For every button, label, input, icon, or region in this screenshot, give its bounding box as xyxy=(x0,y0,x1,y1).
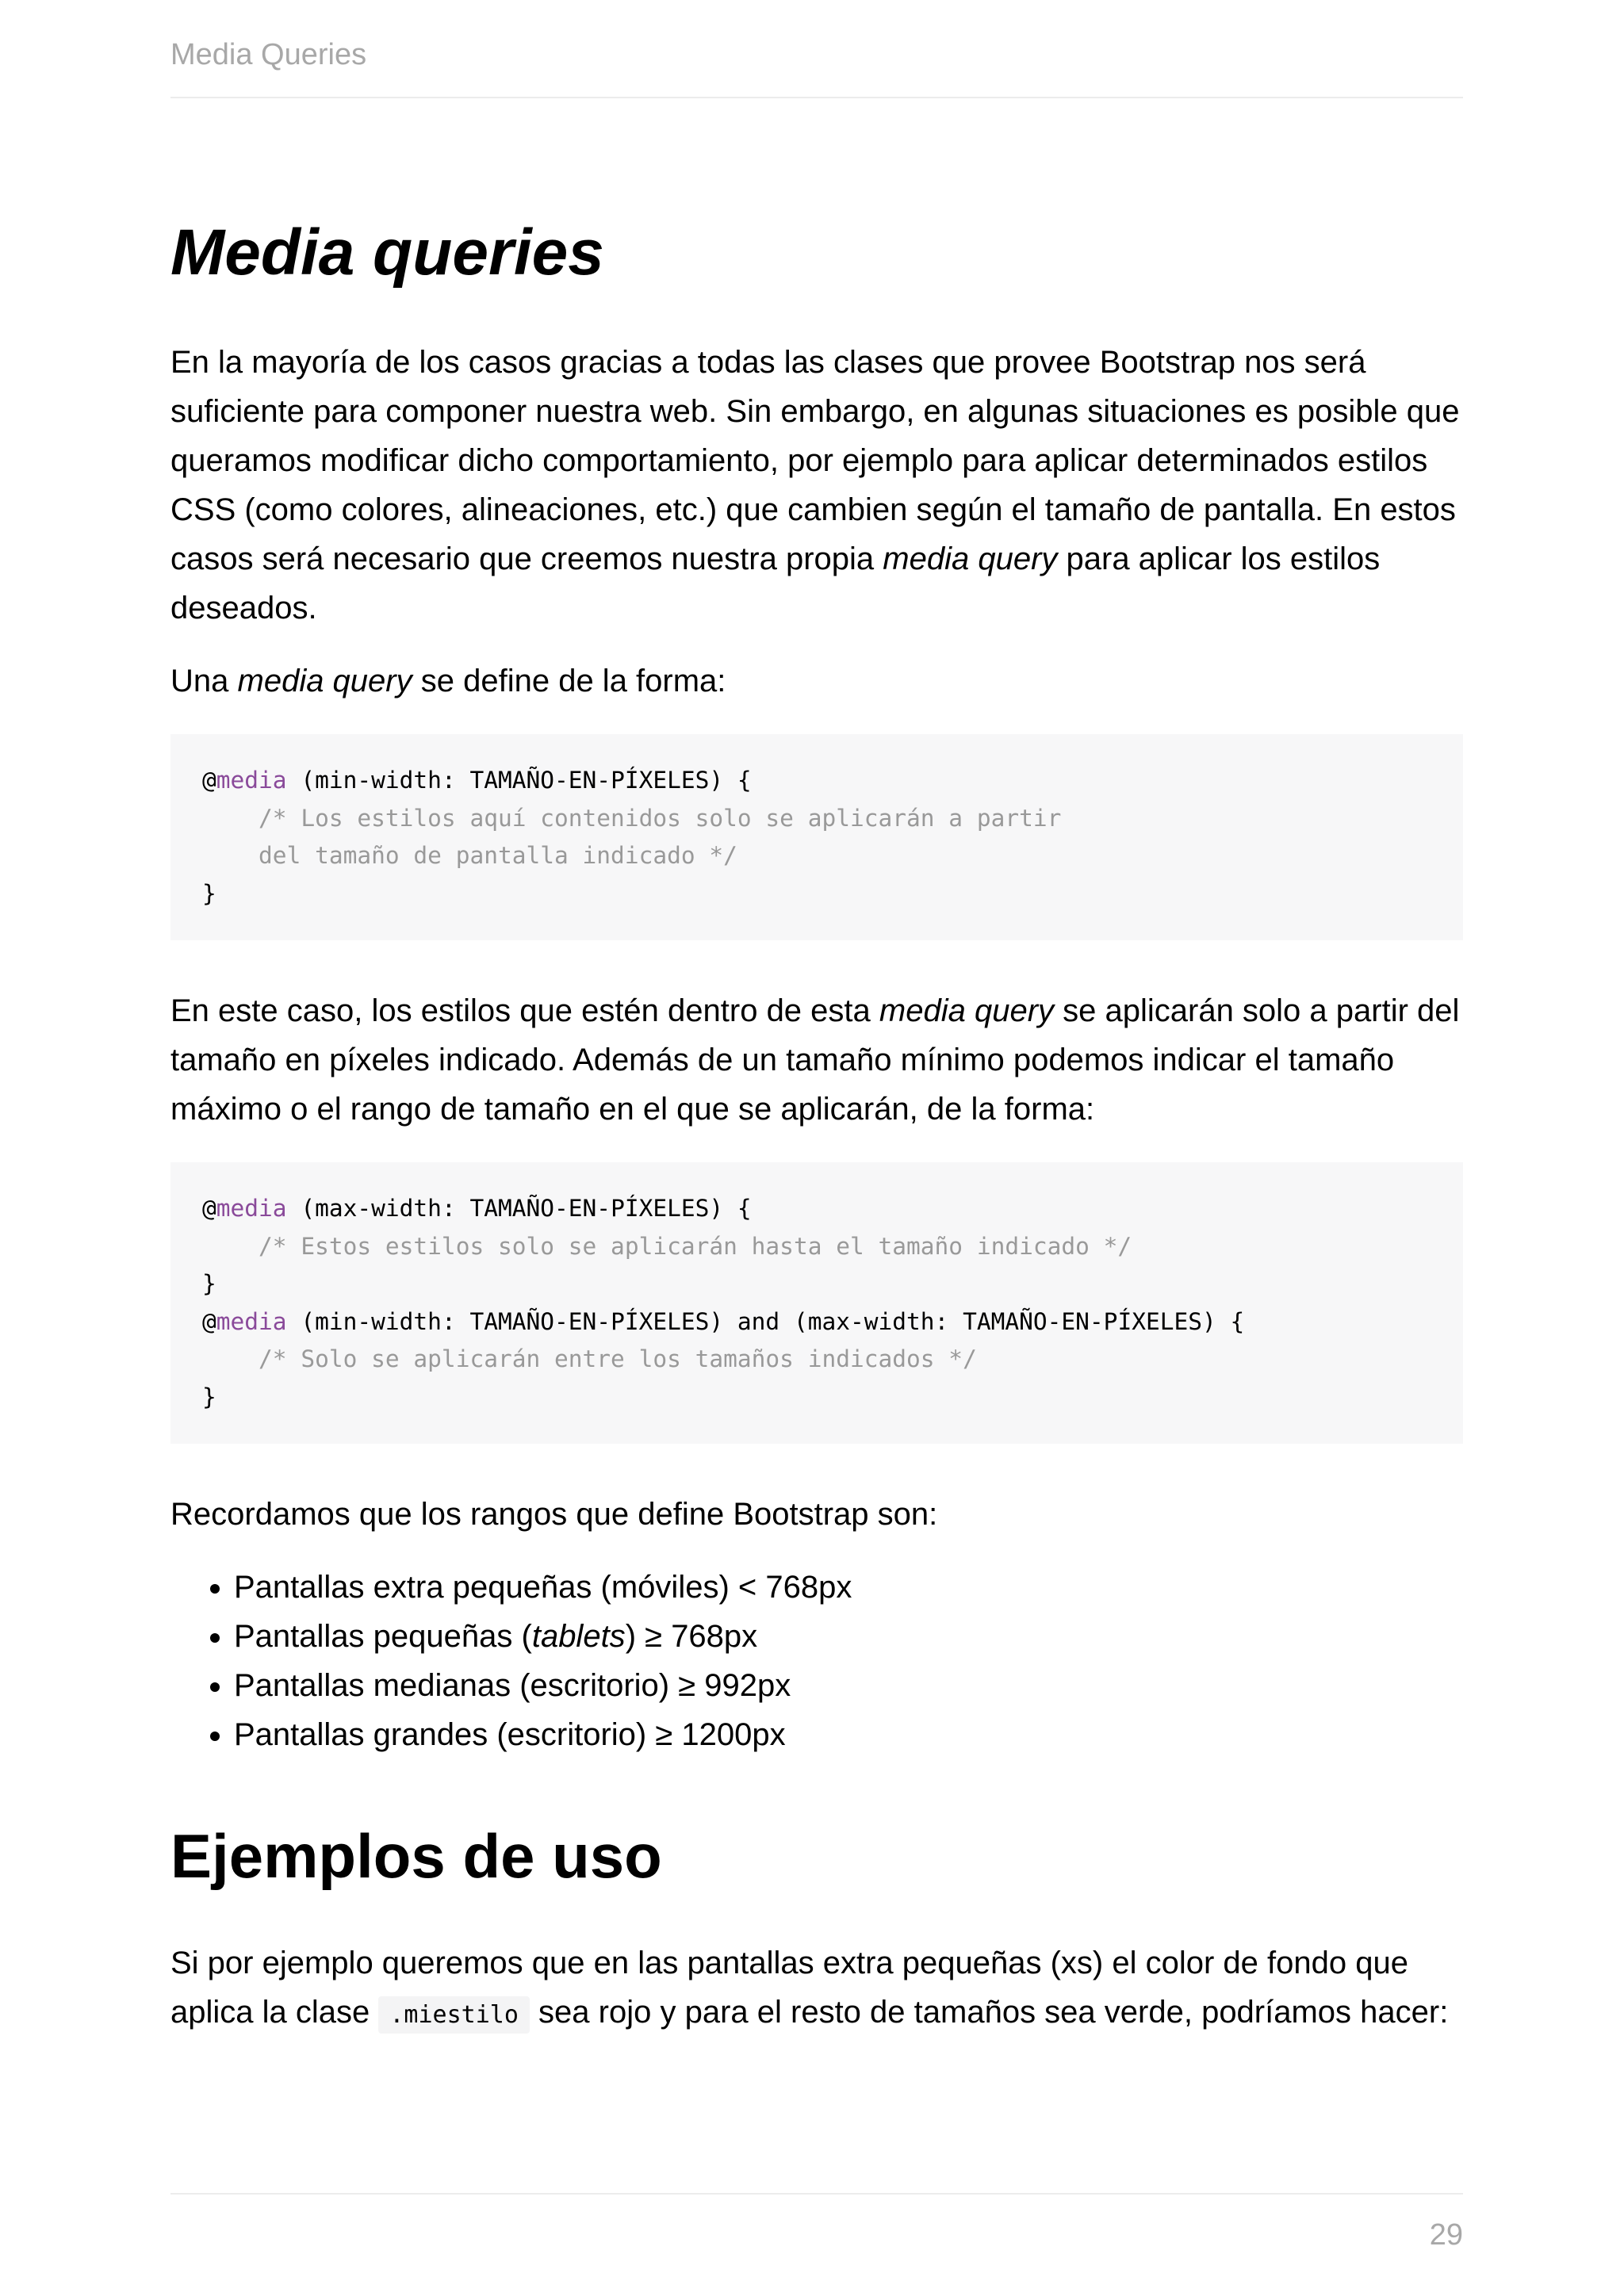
emphasis: media query xyxy=(879,993,1055,1029)
code-keyword: media xyxy=(216,767,287,794)
code-line: } xyxy=(202,1270,216,1298)
page-number: 29 xyxy=(1429,2218,1463,2252)
footer-divider xyxy=(170,2193,1463,2195)
code-at: @ xyxy=(202,767,216,794)
text-run: Una xyxy=(170,664,238,699)
inline-code: .miestilo xyxy=(378,1996,530,2034)
text-run: En este caso, los estilos que estén dentro de esta xyxy=(170,993,879,1029)
text-run: sea rojo y para el resto de tamaños sea verde, podríamos hacer: xyxy=(529,1994,1449,2030)
code-line: (max-width: TAMAÑO-EN-PÍXELES) { xyxy=(286,1195,752,1223)
text-run: se define de la forma: xyxy=(412,664,726,699)
definition-paragraph xyxy=(170,656,1463,706)
page-content xyxy=(170,214,1463,2064)
code-line: (min-width: TAMAÑO-EN-PÍXELES) { xyxy=(286,767,752,794)
code-line: } xyxy=(202,879,216,907)
code-comment: /* Solo se aplicarán entre los tamaños indicados */ xyxy=(202,1345,977,1373)
code-block-min-width xyxy=(170,734,1463,940)
text-run: para aplicar los estilos deseados. xyxy=(170,541,1381,626)
emphasis: media query xyxy=(883,541,1058,577)
code-keyword: media xyxy=(216,1195,287,1223)
text-run: Pantallas pequeñas ( xyxy=(234,1619,532,1655)
emphasis: media query xyxy=(237,664,412,699)
list-item xyxy=(234,1612,1463,1661)
section-heading-media-queries: Media queries xyxy=(170,216,604,289)
text-run: Si por ejemplo queremos que en las pantallas extra pequeñas (xs) el color de fondo que aplica la clase xyxy=(170,1945,1408,2030)
text-run: En la mayoría de los casos gracias a todas las clases que provee Bootstrap nos será suficiente para componer nuestra web. Sin embargo, en algunas situaciones es posible que queramos modificar dicho comportamiento, por ejemplo para aplicar determinados estilos CSS (como colores, alineaciones, etc.) que cambien según el tamaño de pantalla. En estos casos será necesario que creemos nuestra propia xyxy=(170,345,1460,577)
code-at: @ xyxy=(202,1307,216,1335)
list-item: • Pantallas medianas (escritorio) ≥ 992px xyxy=(234,1661,1463,1710)
code-at: @ xyxy=(202,1195,216,1223)
code-keyword: media xyxy=(216,1307,287,1335)
running-header: Media Queries xyxy=(170,38,367,71)
text-run: ) ≥ 768px xyxy=(625,1619,758,1655)
code-block-max-width-range xyxy=(170,1162,1463,1444)
list-item: • Pantallas extra pequeñas (móviles) < 768px xyxy=(234,1563,1463,1612)
text-run: se aplicarán solo a partir del tamaño en píxeles indicado. Además de un tamaño mínimo podemos indicar el tamaño máximo o el rango de tamaño en el que se aplicarán, de la forma: xyxy=(170,993,1460,1127)
code-comment: del tamaño de pantalla indicado */ xyxy=(202,842,737,870)
code-line: } xyxy=(202,1383,216,1410)
explanation-paragraph xyxy=(170,986,1463,1134)
code-comment: /* Estos estilos solo se aplicarán hasta el tamaño indicado */ xyxy=(202,1232,1132,1260)
example-paragraph xyxy=(170,1938,1463,2040)
bootstrap-ranges-list xyxy=(170,1563,1463,1759)
code-comment: /* Los estilos aquí contenidos solo se aplicarán a partir xyxy=(202,804,1062,832)
code-line: (min-width: TAMAÑO-EN-PÍXELES) and (max-width: TAMAÑO-EN-PÍXELES) { xyxy=(286,1307,1245,1335)
intro-paragraph xyxy=(170,338,1463,633)
list-item: • Pantallas grandes (escritorio) ≥ 1200px xyxy=(234,1710,1463,1759)
emphasis: tablets xyxy=(531,1619,626,1655)
section-heading-ejemplos-de-uso: Ejemplos de uso xyxy=(170,1821,662,1892)
ranges-intro-paragraph: Recordamos que los rangos que define Bootstrap son: xyxy=(170,1497,938,1533)
header-divider xyxy=(170,97,1463,98)
